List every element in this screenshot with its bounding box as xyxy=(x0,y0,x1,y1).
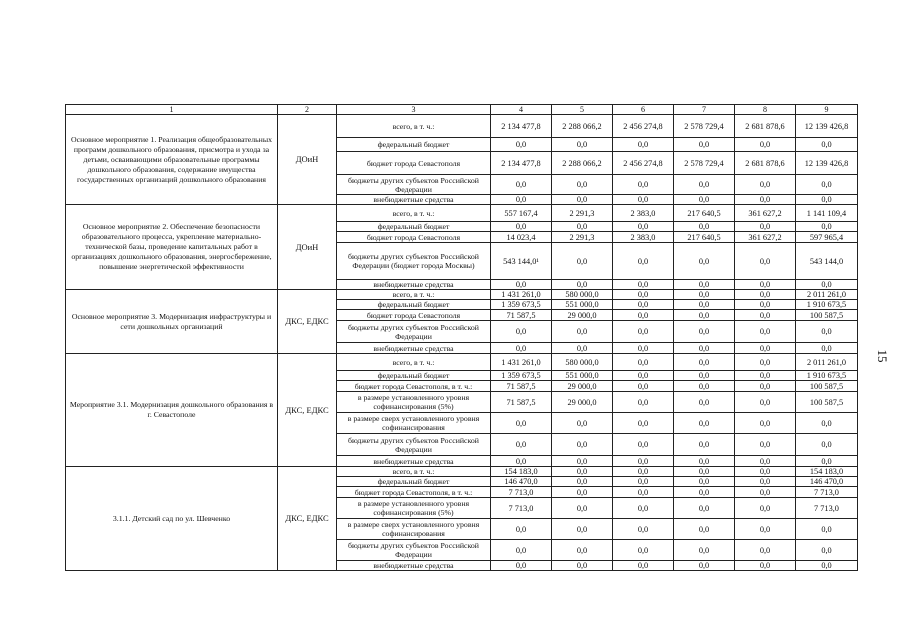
amount-cell: 0,0 xyxy=(735,519,796,540)
amount-cell: 12 139 426,8 xyxy=(796,115,858,138)
funding-source: бюджет города Севастополя, в т. ч.: xyxy=(337,487,491,498)
amount-cell: 0,0 xyxy=(674,561,735,571)
funding-source: бюджеты других субъектов Российской Федерации (бюджет города Москвы) xyxy=(337,243,491,280)
funding-source: в размере сверх установленного уровня софинансирования xyxy=(337,413,491,434)
amount-cell: 0,0 xyxy=(674,540,735,561)
amount-cell: 146 470,0 xyxy=(796,477,858,487)
amount-cell: 0,0 xyxy=(796,195,858,205)
amount-cell: 0,0 xyxy=(674,310,735,321)
amount-cell: 0,0 xyxy=(552,540,613,561)
amount-cell: 0,0 xyxy=(613,371,674,381)
funding-source: бюджет города Севастополя xyxy=(337,232,491,243)
activity-name: Основное мероприятие 2. Обеспечение безопасности образовательного процесса, укрепление материально-технической базы, проведение капитальных работ в организациях дошкольного образования, энергосбережение, повышение энергетической эффективности xyxy=(66,205,278,290)
funding-source: бюджеты других субъектов Российской Федерации xyxy=(337,321,491,343)
column-header-9: 9 xyxy=(796,105,858,115)
amount-cell: 0,0 xyxy=(735,381,796,392)
amount-cell: 0,0 xyxy=(613,519,674,540)
table-row xyxy=(66,115,858,138)
amount-cell: 2 134 477,8 xyxy=(491,152,552,175)
amount-cell: 0,0 xyxy=(735,413,796,434)
amount-cell: 0,0 xyxy=(552,413,613,434)
amount-cell: 0,0 xyxy=(674,467,735,477)
table-row xyxy=(66,290,858,300)
activity-name: Основное мероприятие 1. Реализация общеобразовательных программ дошкольного образования, присмотра и ухода за детьми, осваивающими образовательные программы дошкольного образования, содержание имущества государственных организаций дошкольного образования xyxy=(66,115,278,205)
funding-source: внебюджетные средства xyxy=(337,343,491,354)
activity-name: Мероприятие 3.1. Модернизация дошкольного образования в г. Севастополе xyxy=(66,354,278,467)
amount-cell: 0,0 xyxy=(613,467,674,477)
amount-cell: 0,0 xyxy=(613,354,674,371)
funding-source: бюджеты других субъектов Российской Федерации xyxy=(337,175,491,195)
header-row xyxy=(66,105,858,115)
amount-cell: 2 383,0 xyxy=(613,232,674,243)
amount-cell: 0,0 xyxy=(613,381,674,392)
amount-cell: 0,0 xyxy=(674,290,735,300)
amount-cell: 0,0 xyxy=(735,456,796,467)
funding-table xyxy=(65,104,858,571)
amount-cell: 0,0 xyxy=(613,195,674,205)
amount-cell: 0,0 xyxy=(674,195,735,205)
amount-cell: 2 578 729,4 xyxy=(674,152,735,175)
amount-cell: 146 470,0 xyxy=(491,477,552,487)
funding-source: внебюджетные средства xyxy=(337,561,491,571)
amount-cell: 0,0 xyxy=(674,175,735,195)
amount-cell: 0,0 xyxy=(613,487,674,498)
amount-cell: 2 383,0 xyxy=(613,205,674,222)
amount-cell: 0,0 xyxy=(491,540,552,561)
amount-cell: 580 000,0 xyxy=(552,290,613,300)
funding-source: бюджеты других субъектов Российской Федерации xyxy=(337,540,491,561)
amount-cell: 0,0 xyxy=(674,343,735,354)
amount-cell: 7 713,0 xyxy=(491,487,552,498)
amount-cell: 1 910 673,5 xyxy=(796,300,858,310)
amount-cell: 0,0 xyxy=(491,280,552,290)
amount-cell: 0,0 xyxy=(491,456,552,467)
column-header-1: 1 xyxy=(66,105,278,115)
amount-cell: 0,0 xyxy=(613,540,674,561)
amount-cell: 154 183,0 xyxy=(491,467,552,477)
executor: ДОиН xyxy=(278,205,337,290)
executor: ДКС, ЕДКС xyxy=(278,467,337,571)
funding-source: в размере сверх установленного уровня софинансирования xyxy=(337,519,491,540)
amount-cell: 551 000,0 xyxy=(552,300,613,310)
funding-source: в размере установленного уровня софинансирования (5%) xyxy=(337,498,491,519)
column-header-4: 4 xyxy=(491,105,552,115)
funding-source: федеральный бюджет xyxy=(337,138,491,152)
amount-cell: 0,0 xyxy=(674,413,735,434)
amount-cell: 0,0 xyxy=(735,310,796,321)
amount-cell: 580 000,0 xyxy=(552,354,613,371)
funding-source: федеральный бюджет xyxy=(337,300,491,310)
amount-cell: 12 139 426,8 xyxy=(796,152,858,175)
amount-cell: 0,0 xyxy=(613,138,674,152)
amount-cell: 0,0 xyxy=(735,138,796,152)
column-header-7: 7 xyxy=(674,105,735,115)
amount-cell: 0,0 xyxy=(613,310,674,321)
amount-cell: 100 587,5 xyxy=(796,381,858,392)
amount-cell: 154 183,0 xyxy=(796,467,858,477)
funding-source: федеральный бюджет xyxy=(337,371,491,381)
funding-source: всего, в т. ч.: xyxy=(337,115,491,138)
amount-cell: 0,0 xyxy=(552,467,613,477)
column-header-2: 2 xyxy=(278,105,337,115)
amount-cell: 29 000,0 xyxy=(552,310,613,321)
funding-source: федеральный бюджет xyxy=(337,477,491,487)
amount-cell: 0,0 xyxy=(613,498,674,519)
amount-cell: 2 134 477,8 xyxy=(491,115,552,138)
column-header-8: 8 xyxy=(735,105,796,115)
column-header-6: 6 xyxy=(613,105,674,115)
amount-cell: 0,0 xyxy=(674,371,735,381)
amount-cell: 0,0 xyxy=(796,519,858,540)
amount-cell: 543 144,0¹ xyxy=(491,243,552,280)
funding-source: внебюджетные средства xyxy=(337,456,491,467)
amount-cell: 0,0 xyxy=(735,290,796,300)
activity-name: 3.1.1. Детский сад по ул. Шевченко xyxy=(66,467,278,571)
amount-cell: 217 640,5 xyxy=(674,205,735,222)
amount-cell: 0,0 xyxy=(613,456,674,467)
amount-cell: 7 713,0 xyxy=(796,487,858,498)
executor: ДОиН xyxy=(278,115,337,205)
amount-cell: 0,0 xyxy=(735,434,796,456)
amount-cell: 0,0 xyxy=(796,540,858,561)
amount-cell: 0,0 xyxy=(796,175,858,195)
amount-cell: 0,0 xyxy=(552,138,613,152)
amount-cell: 0,0 xyxy=(735,477,796,487)
amount-cell: 100 587,5 xyxy=(796,392,858,413)
amount-cell: 543 144,0 xyxy=(796,243,858,280)
funding-source: бюджет города Севастополя xyxy=(337,310,491,321)
amount-cell: 0,0 xyxy=(796,561,858,571)
funding-source: федеральный бюджет xyxy=(337,222,491,232)
amount-cell: 0,0 xyxy=(613,243,674,280)
amount-cell: 0,0 xyxy=(613,434,674,456)
amount-cell: 1 910 673,5 xyxy=(796,371,858,381)
amount-cell: 0,0 xyxy=(552,321,613,343)
funding-source: бюджет города Севастополя, в т. ч.: xyxy=(337,381,491,392)
amount-cell: 2 681 878,6 xyxy=(735,115,796,138)
amount-cell: 0,0 xyxy=(735,195,796,205)
amount-cell: 0,0 xyxy=(674,487,735,498)
amount-cell: 0,0 xyxy=(796,434,858,456)
amount-cell: 0,0 xyxy=(796,280,858,290)
funding-source: в размере установленного уровня софинансирования (5%) xyxy=(337,392,491,413)
amount-cell: 2 288 066,2 xyxy=(552,152,613,175)
amount-cell: 217 640,5 xyxy=(674,232,735,243)
amount-cell: 0,0 xyxy=(613,343,674,354)
amount-cell: 0,0 xyxy=(552,434,613,456)
amount-cell: 0,0 xyxy=(613,175,674,195)
amount-cell: 0,0 xyxy=(674,222,735,232)
amount-cell: 0,0 xyxy=(735,321,796,343)
amount-cell: 7 713,0 xyxy=(796,498,858,519)
amount-cell: 0,0 xyxy=(552,561,613,571)
amount-cell: 0,0 xyxy=(613,321,674,343)
amount-cell: 29 000,0 xyxy=(552,381,613,392)
amount-cell: 0,0 xyxy=(674,138,735,152)
amount-cell: 0,0 xyxy=(491,222,552,232)
amount-cell: 361 627,2 xyxy=(735,205,796,222)
amount-cell: 0,0 xyxy=(674,392,735,413)
amount-cell: 0,0 xyxy=(796,222,858,232)
amount-cell: 0,0 xyxy=(735,175,796,195)
funding-source: внебюджетные средства xyxy=(337,280,491,290)
amount-cell: 1 359 673,5 xyxy=(491,300,552,310)
amount-cell: 2 011 261,0 xyxy=(796,290,858,300)
amount-cell: 0,0 xyxy=(735,392,796,413)
amount-cell: 0,0 xyxy=(674,434,735,456)
amount-cell: 0,0 xyxy=(552,456,613,467)
amount-cell: 0,0 xyxy=(613,392,674,413)
amount-cell: 0,0 xyxy=(735,354,796,371)
amount-cell: 0,0 xyxy=(613,222,674,232)
amount-cell: 14 023,4 xyxy=(491,232,552,243)
amount-cell: 2 456 274,8 xyxy=(613,115,674,138)
amount-cell: 0,0 xyxy=(491,434,552,456)
amount-cell: 0,0 xyxy=(735,487,796,498)
amount-cell: 2 011 261,0 xyxy=(796,354,858,371)
amount-cell: 0,0 xyxy=(613,477,674,487)
amount-cell: 0,0 xyxy=(674,243,735,280)
amount-cell: 0,0 xyxy=(552,195,613,205)
amount-cell: 0,0 xyxy=(796,456,858,467)
amount-cell: 0,0 xyxy=(735,343,796,354)
amount-cell: 0,0 xyxy=(552,498,613,519)
table-row xyxy=(66,205,858,222)
amount-cell: 1 431 261,0 xyxy=(491,354,552,371)
funding-source: всего, в т. ч.: xyxy=(337,354,491,371)
amount-cell: 0,0 xyxy=(613,561,674,571)
amount-cell: 2 681 878,6 xyxy=(735,152,796,175)
amount-cell: 0,0 xyxy=(491,343,552,354)
amount-cell: 0,0 xyxy=(674,498,735,519)
amount-cell: 0,0 xyxy=(674,519,735,540)
amount-cell: 0,0 xyxy=(552,243,613,280)
amount-cell: 2 456 274,8 xyxy=(613,152,674,175)
executor: ДКС, ЕДКС xyxy=(278,290,337,354)
executor: ДКС, ЕДКС xyxy=(278,354,337,467)
column-header-5: 5 xyxy=(552,105,613,115)
amount-cell: 597 965,4 xyxy=(796,232,858,243)
column-header-3: 3 xyxy=(337,105,491,115)
amount-cell: 0,0 xyxy=(735,280,796,290)
amount-cell: 0,0 xyxy=(735,467,796,477)
amount-cell: 0,0 xyxy=(552,519,613,540)
page-number: 15 xyxy=(875,349,890,363)
amount-cell: 0,0 xyxy=(491,138,552,152)
amount-cell: 0,0 xyxy=(491,519,552,540)
amount-cell: 551 000,0 xyxy=(552,371,613,381)
amount-cell: 1 141 109,4 xyxy=(796,205,858,222)
amount-cell: 557 167,4 xyxy=(491,205,552,222)
amount-cell: 0,0 xyxy=(735,498,796,519)
amount-cell: 0,0 xyxy=(735,222,796,232)
amount-cell: 2 291,3 xyxy=(552,232,613,243)
amount-cell: 0,0 xyxy=(796,343,858,354)
amount-cell: 2 288 066,2 xyxy=(552,115,613,138)
amount-cell: 2 578 729,4 xyxy=(674,115,735,138)
amount-cell: 0,0 xyxy=(674,354,735,371)
amount-cell: 0,0 xyxy=(674,300,735,310)
amount-cell: 0,0 xyxy=(735,371,796,381)
amount-cell: 0,0 xyxy=(613,280,674,290)
funding-source: внебюджетные средства xyxy=(337,195,491,205)
amount-cell: 0,0 xyxy=(552,222,613,232)
amount-cell: 0,0 xyxy=(613,413,674,434)
amount-cell: 0,0 xyxy=(796,321,858,343)
table-row xyxy=(66,467,858,477)
amount-cell: 29 000,0 xyxy=(552,392,613,413)
amount-cell: 0,0 xyxy=(674,381,735,392)
amount-cell: 2 291,3 xyxy=(552,205,613,222)
amount-cell: 0,0 xyxy=(552,343,613,354)
funding-source: бюджеты других субъектов Российской Федерации xyxy=(337,434,491,456)
funding-source: всего, в т. ч.: xyxy=(337,205,491,222)
amount-cell: 1 359 673,5 xyxy=(491,371,552,381)
amount-cell: 0,0 xyxy=(613,300,674,310)
amount-cell: 0,0 xyxy=(735,243,796,280)
amount-cell: 0,0 xyxy=(491,321,552,343)
funding-source: всего, в т. ч.: xyxy=(337,467,491,477)
amount-cell: 0,0 xyxy=(491,175,552,195)
amount-cell: 1 431 261,0 xyxy=(491,290,552,300)
amount-cell: 0,0 xyxy=(491,195,552,205)
amount-cell: 71 587,5 xyxy=(491,392,552,413)
amount-cell: 0,0 xyxy=(735,540,796,561)
amount-cell: 0,0 xyxy=(674,280,735,290)
table-row xyxy=(66,354,858,371)
funding-source: бюджет города Севастополя xyxy=(337,152,491,175)
amount-cell: 0,0 xyxy=(735,300,796,310)
amount-cell: 0,0 xyxy=(796,413,858,434)
funding-source: всего, в т. ч.: xyxy=(337,290,491,300)
amount-cell: 71 587,5 xyxy=(491,381,552,392)
amount-cell: 71 587,5 xyxy=(491,310,552,321)
activity-name: Основное мероприятие 3. Модернизация инфраструктуры и сети дошкольных организаций xyxy=(66,290,278,354)
amount-cell: 7 713,0 xyxy=(491,498,552,519)
amount-cell: 0,0 xyxy=(796,138,858,152)
amount-cell: 0,0 xyxy=(552,175,613,195)
amount-cell: 361 627,2 xyxy=(735,232,796,243)
amount-cell: 0,0 xyxy=(552,280,613,290)
amount-cell: 0,0 xyxy=(491,413,552,434)
amount-cell: 0,0 xyxy=(613,290,674,300)
amount-cell: 0,0 xyxy=(674,321,735,343)
amount-cell: 0,0 xyxy=(491,561,552,571)
amount-cell: 0,0 xyxy=(552,487,613,498)
amount-cell: 0,0 xyxy=(735,561,796,571)
amount-cell: 100 587,5 xyxy=(796,310,858,321)
amount-cell: 0,0 xyxy=(674,456,735,467)
amount-cell: 0,0 xyxy=(552,477,613,487)
amount-cell: 0,0 xyxy=(674,477,735,487)
